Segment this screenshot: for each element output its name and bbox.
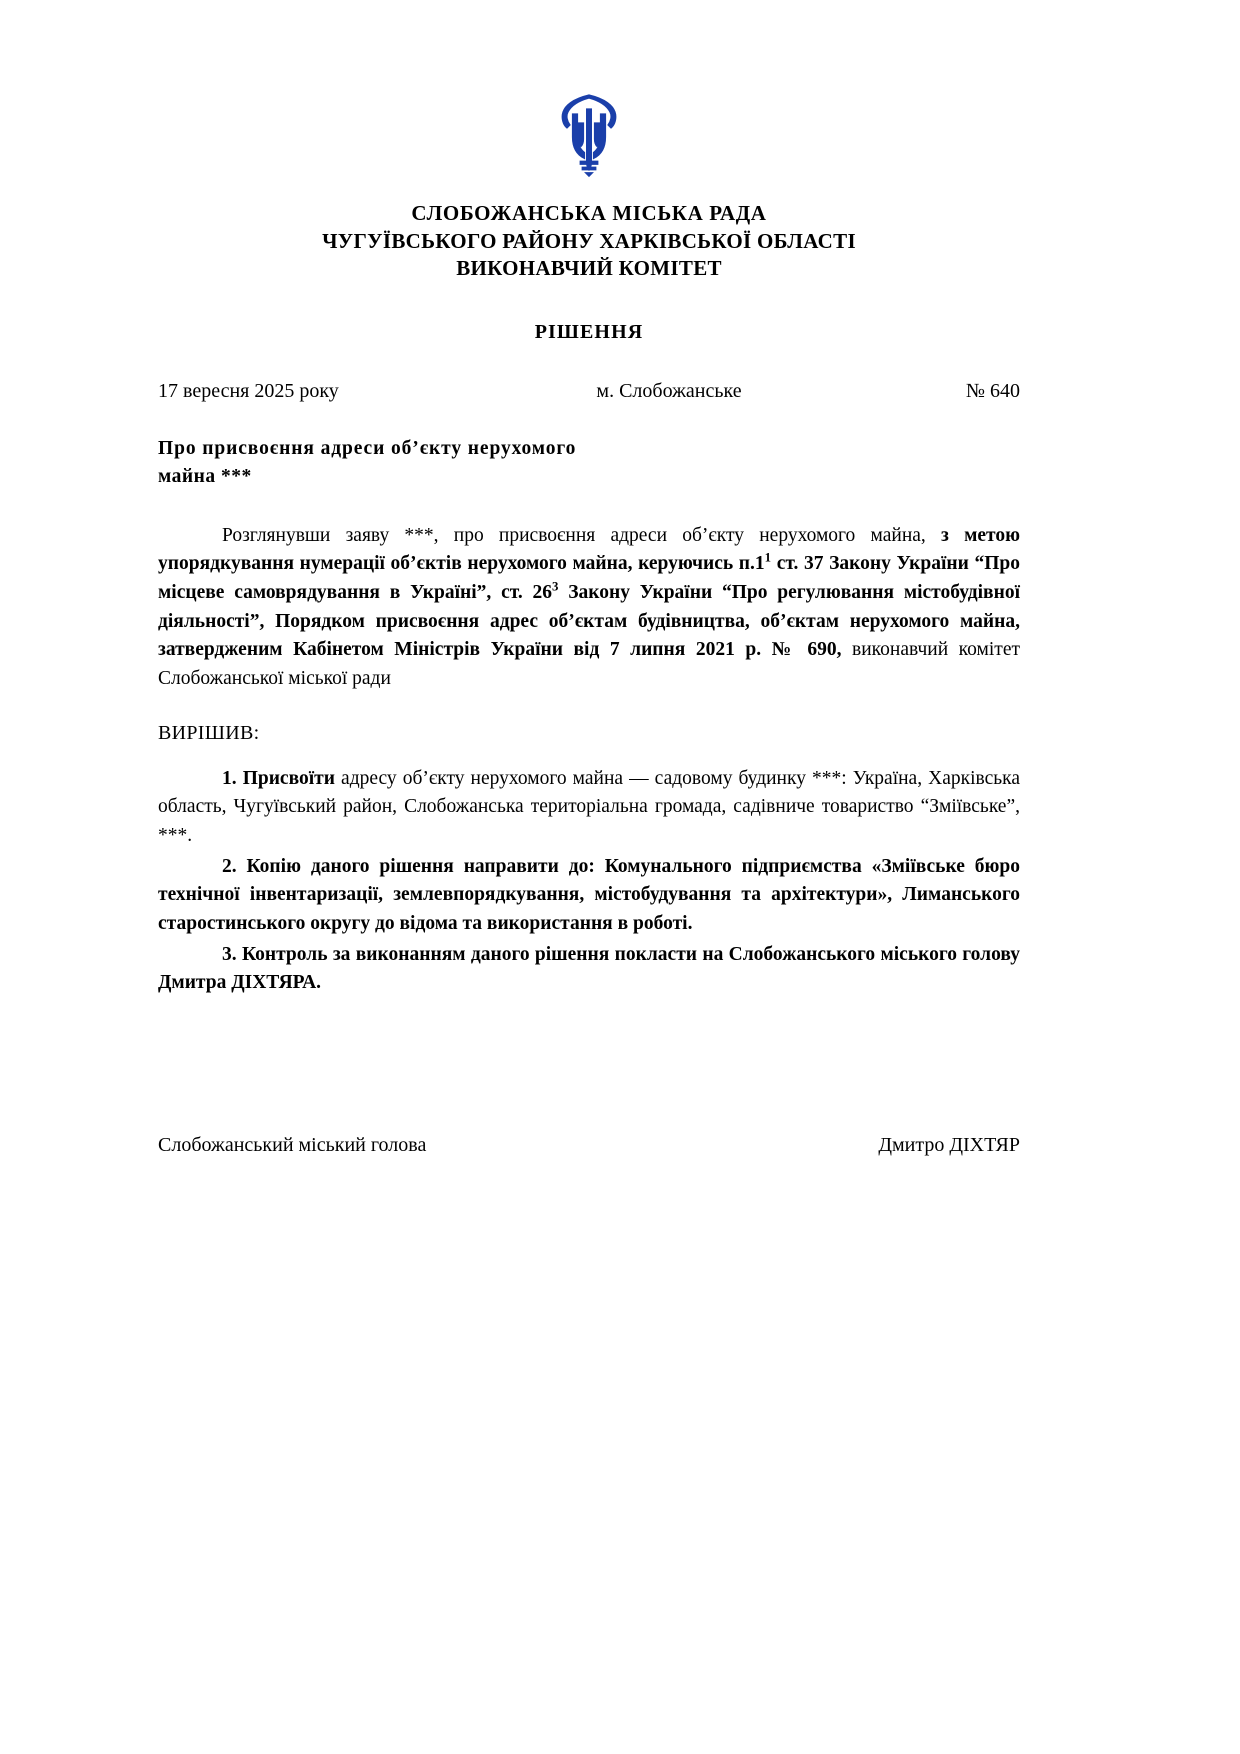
- decision-item-3: [158, 941, 1020, 998]
- document-date: 17 вересня 2025 року: [158, 380, 339, 403]
- document-place: м. Слобожанське: [596, 380, 742, 403]
- preamble-part-3: виконавчий комітет Слобожанської міської ради: [158, 639, 1020, 689]
- preamble-part-2a: з метою упорядкування нумерації об’єктів нерухомого майна, керуючись п.1: [158, 524, 1021, 575]
- signature-row: [158, 1134, 1020, 1157]
- item-1-text: адресу об’єкту нерухомого майна — садовому будинку ***: Україна, Харківська область, Чугуївський район, Слобожанська територіальна громада, садівниче товариство “Зміївське”, ***.: [158, 767, 1020, 846]
- preamble-part-2c: Закону України “Про регулювання містобудівної діяльності”, Порядком присвоєння адрес об’єктам будівництва, об’єктам нерухомого майна, затвердженим Кабінетом Міністрів України від 7 липня 2021 р. № 690,: [158, 582, 1020, 661]
- document-meta-row: [158, 380, 1020, 403]
- preamble-part-2b: ст. 37 Закону України “Про місцеве самоврядування в Україні”, ст. 26: [158, 553, 1021, 603]
- document-content: [158, 0, 1020, 1157]
- ukraine-trident-emblem-icon: [558, 92, 620, 178]
- preamble-part-1: Розглянувши заяву ***, про присвоєння адреси об’єкту нерухомого майна,: [222, 524, 942, 546]
- preamble-sup-1: 1: [764, 550, 772, 565]
- decision-item-1: [158, 765, 1020, 851]
- item-2-number: 2.: [222, 855, 247, 877]
- item-3-number: 3.: [222, 943, 242, 965]
- document-subject: [158, 435, 678, 492]
- preamble-sup-2: 3: [552, 579, 559, 594]
- document-number: № 640: [965, 380, 1020, 403]
- decision-item-2: [158, 853, 1020, 939]
- subject-line-2: майна ***: [158, 466, 252, 488]
- item-3-text: Контроль за виконанням даного рішення покласти на Слобожанського міського голову Дмитра ДІХТЯРА.: [158, 943, 1020, 994]
- org-line-1: СЛОБОЖАНСЬКА МІСЬКА РАДА: [411, 201, 767, 225]
- org-line-2: ЧУГУЇВСЬКОГО РАЙОНУ ХАРКІВСЬКОЇ ОБЛАСТІ: [322, 228, 856, 253]
- signatory-name: Дмитро ДІХТЯР: [878, 1133, 1020, 1156]
- decided-label: ВИРІШИВ:: [158, 721, 260, 744]
- document-type-title: РІШЕННЯ: [534, 321, 644, 344]
- item-1-number: 1.: [222, 767, 243, 789]
- emblem-container: [158, 92, 1020, 178]
- preamble-paragraph: [158, 522, 1020, 694]
- signatory-position: Слобожанський міський голова: [158, 1133, 427, 1156]
- item-2-text: Копію даного рішення направити до: Комунального підприємства «Зміївське бюро технічної інвентаризації, землевпорядкування, містобудування та архітектури», Лиманського старостинського округу до відома та використання в роботі.: [158, 855, 1020, 934]
- subject-line-1: Про присвоєння адреси об’єкту нерухомого: [158, 438, 577, 460]
- org-line-3: ВИКОНАВЧИЙ КОМІТЕТ: [456, 256, 722, 281]
- item-1-bold-word: Присвоїти: [242, 767, 335, 789]
- organization-header: [158, 200, 1020, 283]
